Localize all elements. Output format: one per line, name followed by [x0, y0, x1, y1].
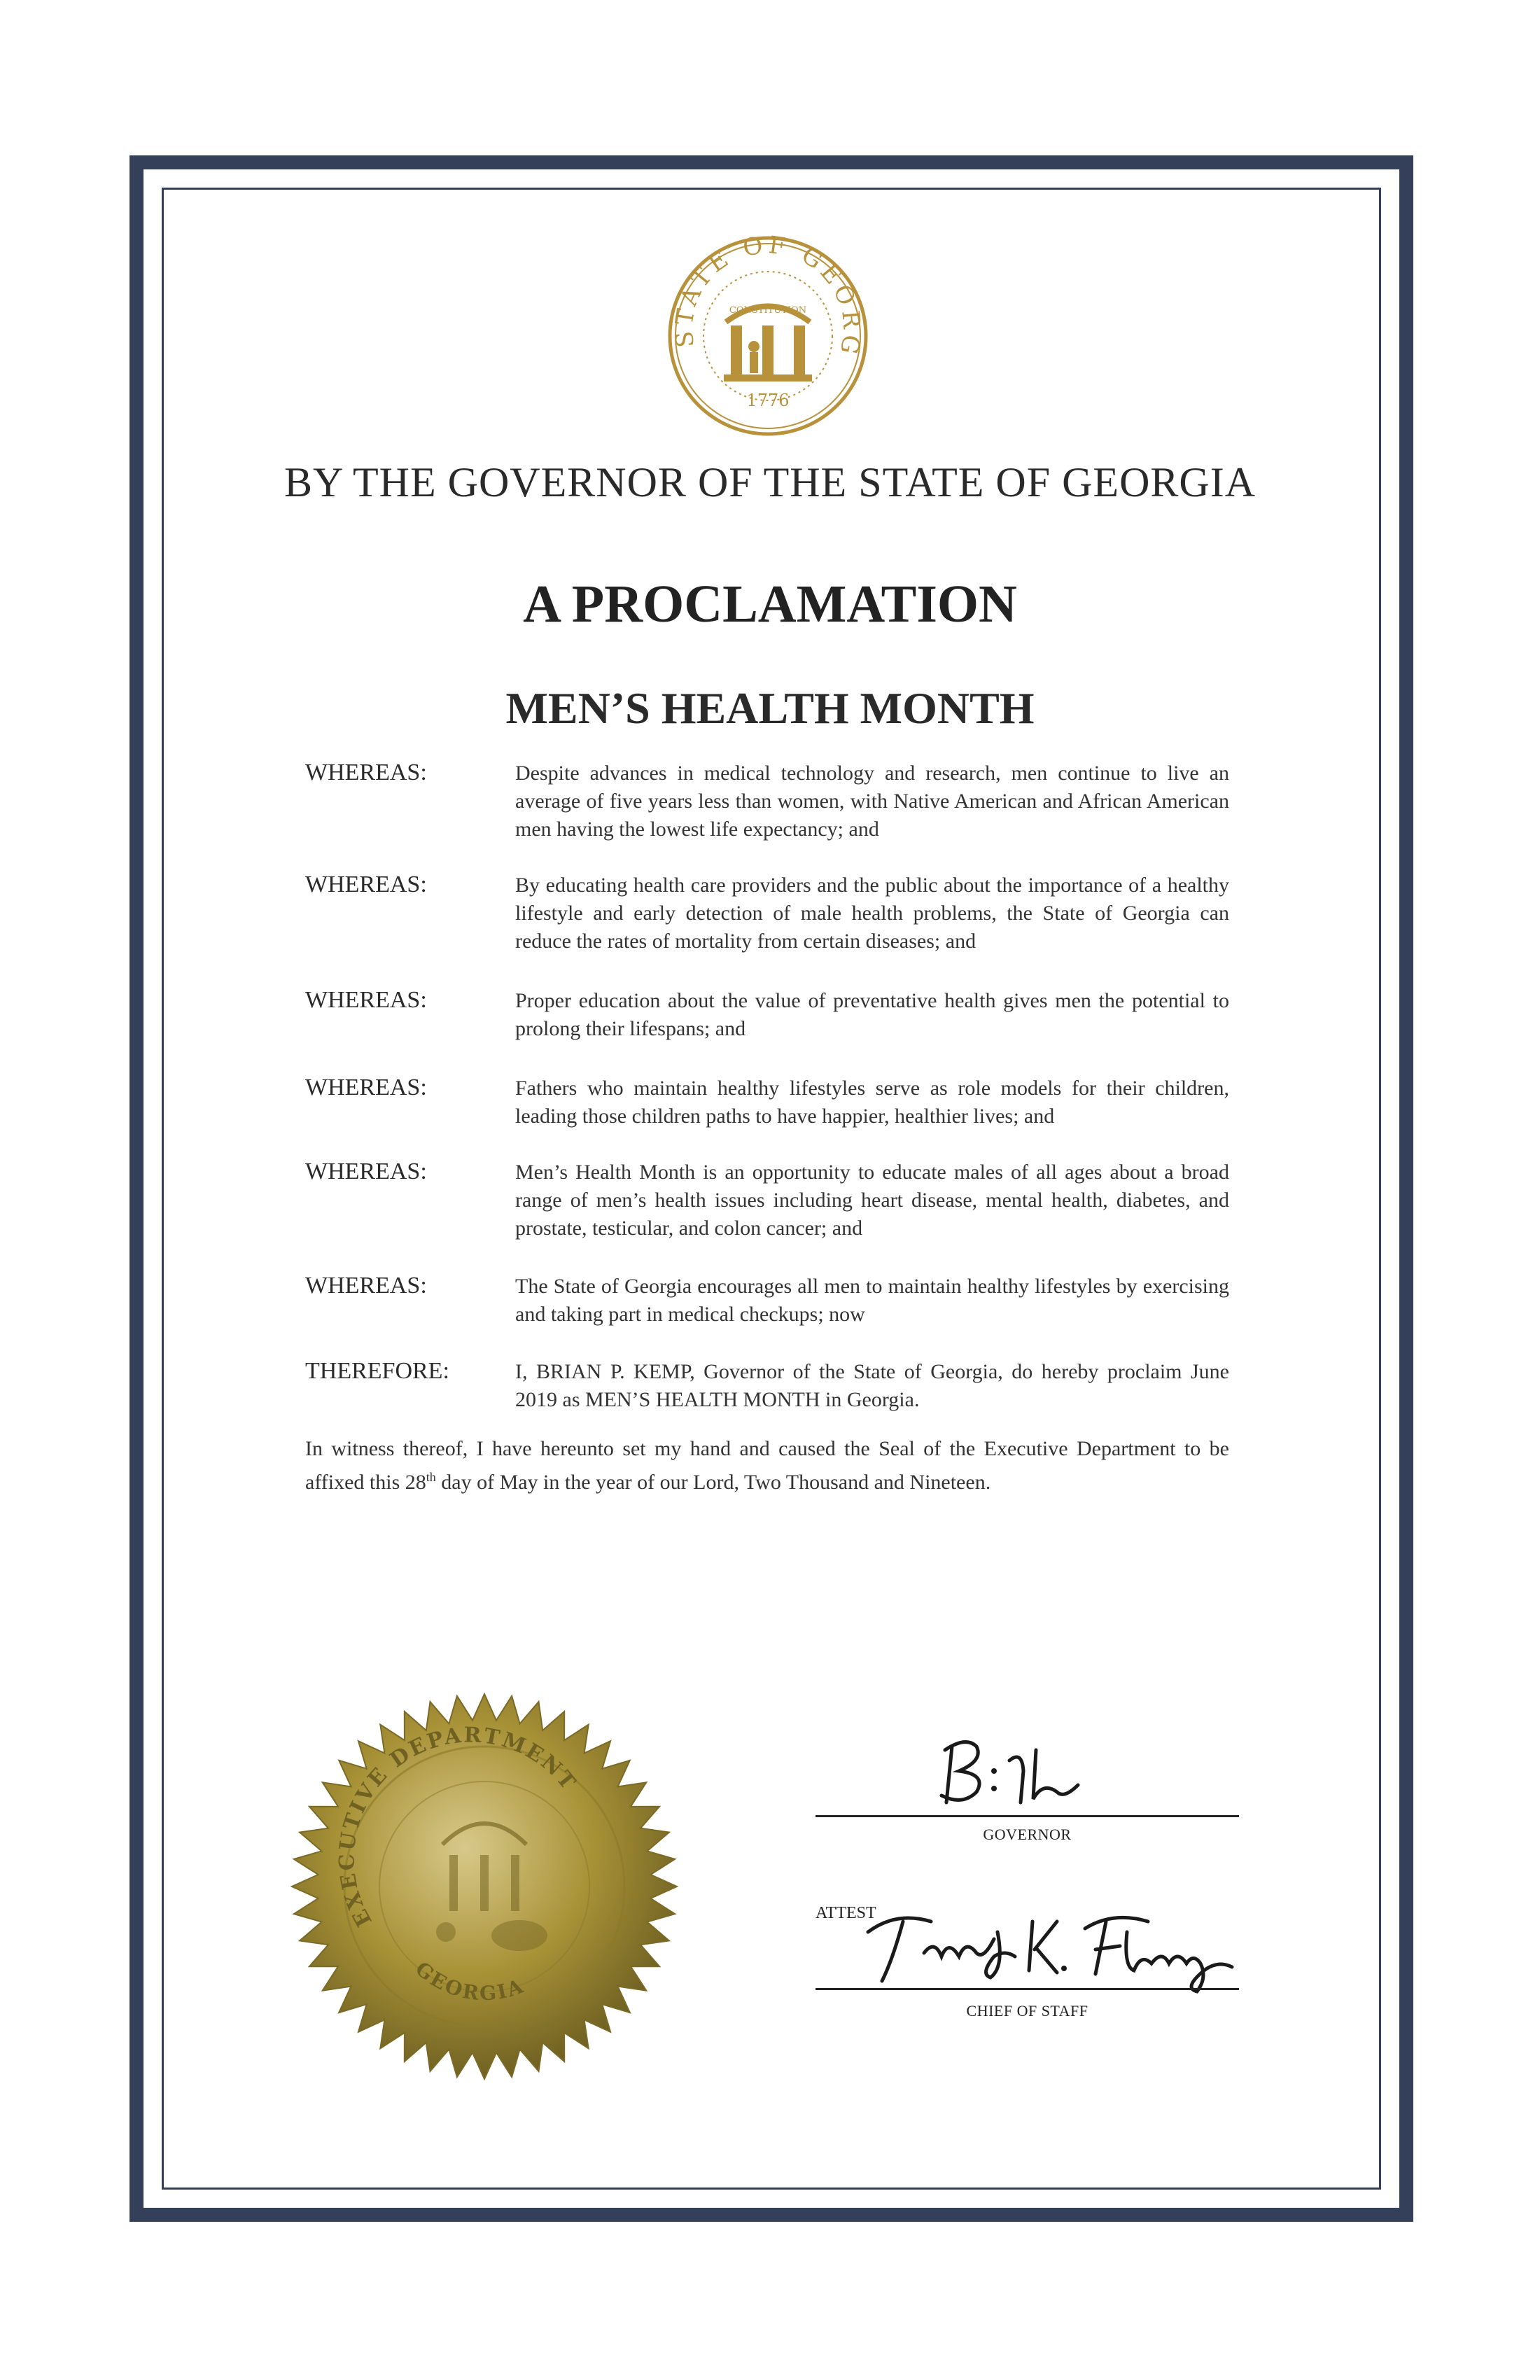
chief-signature-line	[816, 1988, 1239, 1990]
governor-signature-line	[816, 1815, 1239, 1817]
gold-executive-seal	[288, 1690, 680, 2082]
proclamation-title: A PROCLAMATION	[523, 575, 1017, 634]
witness-text-start: In witness thereof, I have hereunto set my hand and caused the Seal of the Executive Department to be affixed this 28	[305, 1437, 1229, 1494]
chief-signature-graphic	[854, 1890, 1246, 1995]
gold-seal-ring-text: EXECUTIVE DEPARTMENT	[335, 1723, 582, 1931]
gold-seal-bottom-text: GEORGIA	[411, 1956, 528, 2005]
governor-signature-graphic	[826, 1722, 1218, 1820]
governor-heading: BY THE GOVERNOR OF THE STATE OF GEORGIA	[284, 459, 1256, 505]
governor-signature	[826, 1722, 1218, 1820]
state-seal	[666, 234, 869, 438]
clause-text: Fathers who maintain healthy lifestyles serve as role models for their children, leading those children paths to have happier, healthier lives; and	[515, 1077, 1229, 1128]
attest-label: ATTEST	[816, 1904, 876, 1922]
governor-caption: GOVERNOR	[983, 1826, 1072, 1843]
clause-label: THEREFORE:	[305, 1358, 449, 1384]
clause-label: WHEREAS:	[305, 987, 427, 1013]
clause-text: I, BRIAN P. KEMP, Governor of the State of Georgia, do hereby proclaim June 2019 as MEN’S HEALTH MONTH in Georgia.	[515, 1360, 1229, 1411]
clause-label: WHEREAS:	[305, 1273, 427, 1298]
clause-label: WHEREAS:	[305, 872, 427, 897]
chief-of-staff-signature	[854, 1890, 1246, 1995]
clause-text: Proper education about the value of preventative health gives men the potential to prolong their lifespans; and	[515, 989, 1229, 1040]
seal-year: 1776	[746, 391, 790, 410]
state-seal-graphic	[666, 234, 869, 438]
seal-outer-text: STATE OF GEORG	[670, 234, 866, 361]
gold-seal-graphic	[288, 1690, 680, 2082]
clause-label: WHEREAS:	[305, 1158, 427, 1184]
clause-text: Despite advances in medical technology and research, men continue to live an average of five years less than women, with Native American and African American men having the lowest life expectancy; and	[515, 762, 1229, 841]
clause-text: By educating health care providers and the public about the importance of a healthy lifestyle and early detection of male health problems, the State of Georgia can reduce the rates of mortality from certain diseases; and	[515, 874, 1229, 953]
witness-text-end: day of May in the year of our Lord, Two Thousand and Nineteen.	[435, 1471, 991, 1494]
clause-label: WHEREAS:	[305, 1074, 427, 1100]
clause-text: The State of Georgia encourages all men to maintain healthy lifestyles by exercising and taking part in medical checkups; now	[515, 1275, 1229, 1326]
chief-of-staff-caption: CHIEF OF STAFF	[966, 2002, 1088, 2019]
clause-label: WHEREAS:	[305, 760, 427, 785]
witness-paragraph	[305, 1435, 1229, 1497]
witness-day-suffix: th	[426, 1470, 436, 1484]
seal-inner-text: CONSTITUTION	[729, 305, 807, 316]
proclamation-subject: MEN’S HEALTH MONTH	[505, 683, 1035, 733]
clause-text: Men’s Health Month is an opportunity to educate males of all ages about a broad range of men’s health issues including heart disease, mental health, diabetes, and prostate, testicular, and colon cancer; and	[515, 1161, 1229, 1240]
